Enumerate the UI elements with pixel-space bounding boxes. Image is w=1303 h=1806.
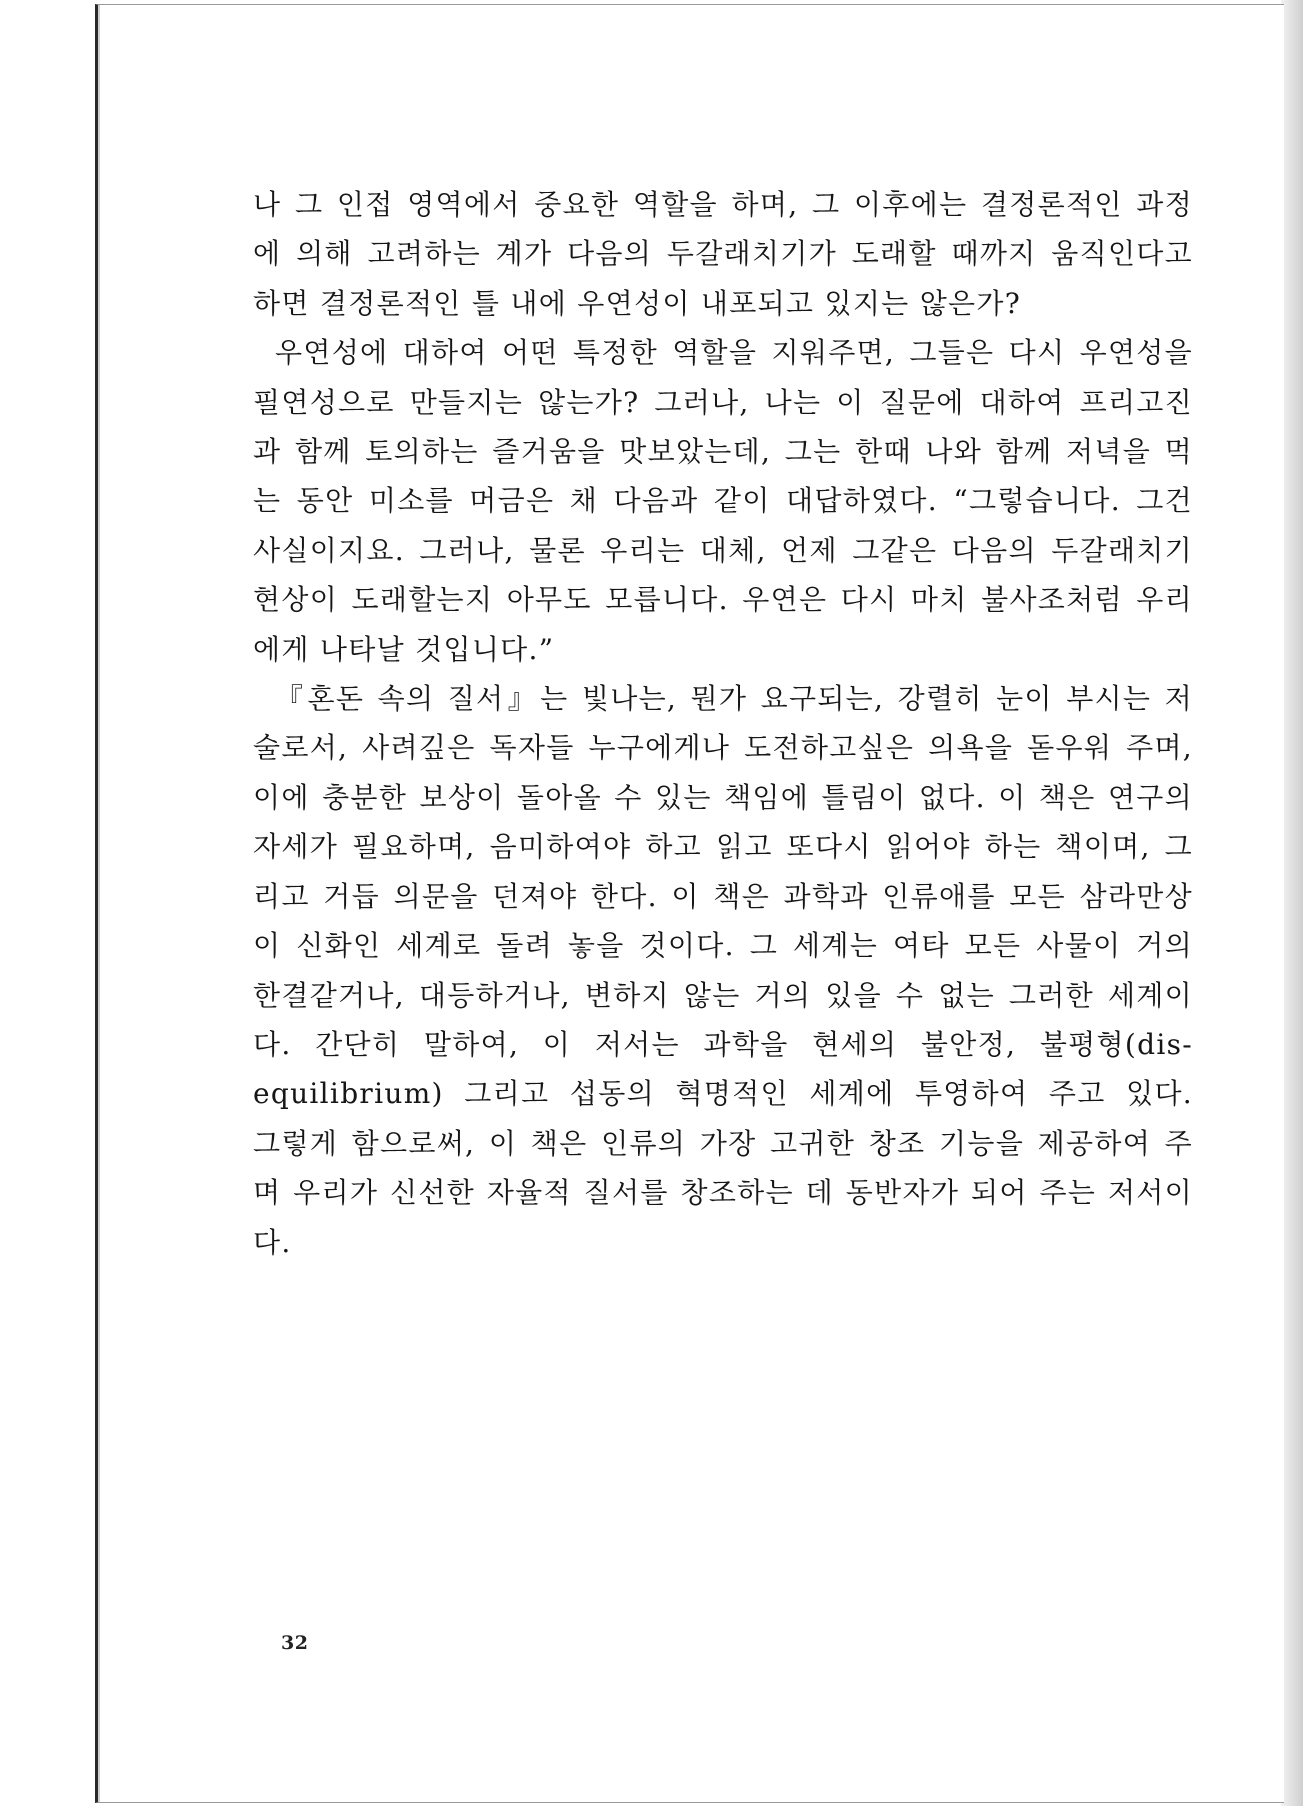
page-number: 32: [281, 1632, 309, 1654]
text-line: 다.: [253, 1225, 292, 1259]
text-line: 우연성에 대하여 어떤 특정한 역할을 지워주면, 그들은 다시 우연성을: [275, 336, 1193, 370]
text-line: 이 신화인 세계로 돌려 놓을 것이다. 그 세계는 여타 모든 사물이 거의: [253, 929, 1193, 963]
text-line: 에게 나타날 것입니다.”: [253, 632, 555, 666]
text-line: 자세가 필요하며, 음미하여야 하고 읽고 또다시 읽어야 하는 책이며, 그: [253, 830, 1193, 864]
text-line: 리고 거듭 의문을 던져야 한다. 이 책은 과학과 인류애를 모든 삼라만상: [253, 879, 1193, 913]
text-line: 그렇게 함으로써, 이 책은 인류의 가장 고귀한 창조 기능을 제공하여 주: [253, 1126, 1193, 1160]
text-line: 다. 간단히 말하여, 이 저서는 과학을 현세의 불안정, 불평형(dis-: [253, 1027, 1193, 1061]
text-line: 과 함께 토의하는 즐거움을 맛보았는데, 그는 한때 나와 함께 저녁을 먹: [253, 435, 1193, 469]
text-line: 는 동안 미소를 머금은 채 다음과 같이 대답하였다. “그렇습니다. 그건: [253, 484, 1193, 518]
text-line: 이에 충분한 보상이 돌아올 수 있는 책임에 틀림이 없다. 이 책은 연구의: [253, 780, 1193, 814]
text-line: 필연성으로 만들지는 않는가? 그러나, 나는 이 질문에 대하여 프리고진: [253, 385, 1193, 419]
text-line: 며 우리가 신선한 자율적 질서를 창조하는 데 동반자가 되어 주는 저서이: [253, 1176, 1193, 1210]
text-line: 현상이 도래할는지 아무도 모릅니다. 우연은 다시 마치 불사조처럼 우리: [253, 583, 1193, 617]
body-text: [253, 180, 1193, 1267]
paragraph-2: [253, 328, 1193, 674]
paragraph-3: [253, 674, 1193, 1267]
text-line: 에 의해 고려하는 계가 다음의 두갈래치기가 도래할 때까지 움직인다고: [253, 237, 1193, 271]
text-line: 하면 결정론적인 틀 내에 우연성이 내포되고 있지는 않은가?: [253, 286, 1022, 320]
text-line: equilibrium) 그리고 섭동의 혁명적인 세계에 투영하여 주고 있다.: [253, 1077, 1193, 1111]
viewer-edge-shadow: [1281, 0, 1303, 1806]
text-line: 술로서, 사려깊은 독자들 누구에게나 도전하고싶은 의욕을 돋우워 주며,: [253, 731, 1193, 765]
text-line: 『혼돈 속의 질서』는 빛나는, 뭔가 요구되는, 강렬히 눈이 부시는 저: [275, 682, 1193, 716]
text-line: 한결같거나, 대등하거나, 변하지 않는 거의 있을 수 없는 그러한 세계이: [253, 978, 1193, 1012]
paragraph-1: [253, 180, 1193, 328]
text-line: 사실이지요. 그러나, 물론 우리는 대체, 언제 그같은 다음의 두갈래치기: [253, 533, 1193, 567]
text-line: 나 그 인접 영역에서 중요한 역할을 하며, 그 이후에는 결정론적인 과정: [253, 188, 1193, 221]
